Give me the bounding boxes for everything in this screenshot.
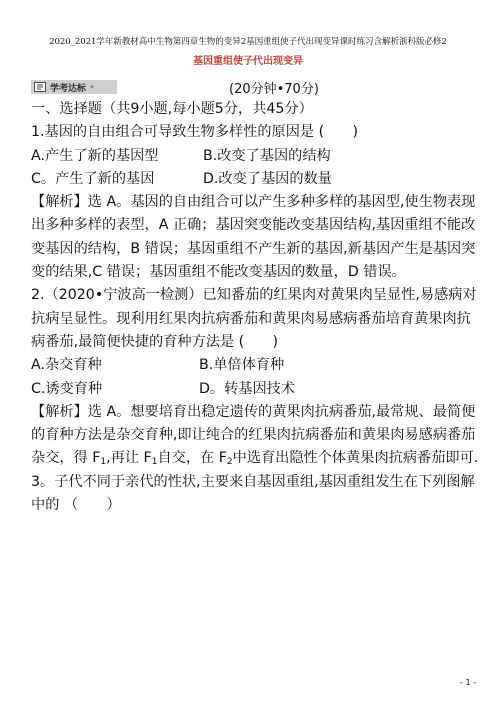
- document-header: 2020_2021学年新教材高中生物第四章生物的变异2基因重组使子代出现变异课时练习含解析浙科版必修2: [49, 37, 447, 47]
- q2-analysis-part3: 自交，在 F: [157, 450, 227, 467]
- q2-sub-f1: 1: [100, 457, 107, 468]
- section-heading: 一、选择题（共9小题,每小题5分，共45分）: [31, 101, 313, 117]
- q1-option-b: B.改变了基因的结构: [203, 147, 331, 164]
- page-number: - 1 -: [460, 678, 476, 687]
- q2-option-a: A.杂交育种: [31, 357, 102, 374]
- section-title: 基因重组使子代出现变异: [193, 56, 303, 67]
- q2-options-row1: [31, 354, 479, 377]
- question-content: [31, 98, 479, 517]
- q2-analysis-part2: ,再让 F: [106, 450, 152, 467]
- double-chevron-icon: »: [90, 83, 95, 91]
- q1-option-d: D.改变了基因的数量: [203, 170, 332, 187]
- goal-label: 学考达标: [50, 83, 87, 94]
- q3-stem: 3。子代不同于亲代的性状,主要来自基因重组,基因重组发生在下列图解中的 （ ）: [31, 473, 475, 514]
- q1-options-row2: [31, 168, 479, 191]
- q1-stem: 1.基因的自由组合可导致生物多样性的原因是 ( ): [31, 124, 359, 141]
- q2-option-b: B.单倍体育种: [199, 357, 285, 374]
- q2-analysis: [31, 401, 479, 471]
- q2-stem: 2.（2020•宁波高一检测）已知番茄的红果肉对黄果肉呈显性,易感病对抗病呈显性。现利用红果肉抗病番茄和黄果肉易感病番茄培育黄果肉抗病番茄,最简便快捷的育种方法是 ( ): [31, 287, 477, 350]
- goal-banner: [31, 80, 117, 94]
- q2-sub-f2: 2: [226, 457, 233, 468]
- q1-analysis: 【解析】选 A。基因的自由组合可以产生多种多样的基因型,使生物表现出多种多样的表型，A 正确；基因突变能改变基因结构,基因重组不能改变基因的结构，B 错误；基因重组不产生新的基因,新基因产生是基因突变的结果,C 错误；基因重组不能改变基因的数量，D 错误。: [31, 194, 476, 281]
- q2-option-c: C.诱变育种: [31, 380, 103, 397]
- book-icon: [34, 82, 46, 92]
- q1-option-c: C。产生了新的基因: [31, 170, 155, 187]
- time-score: (20分钟•70分): [229, 82, 319, 97]
- q2-sub-f1-second: 1: [151, 457, 158, 468]
- q2-option-d: D。转基因技术: [199, 380, 296, 397]
- q2-options-row2: [31, 378, 479, 401]
- q1-option-a: A.产生了新的基因型: [31, 147, 159, 164]
- q2-analysis-part4: 中选育出隐性个体黄果肉抗病番茄即可.: [232, 450, 479, 467]
- q1-options-row1: [31, 145, 479, 168]
- q2-analysis-part1: 【解析】选 A。想要培育出稳定遗传的黄果肉抗病番茄,最常规、最简便的育种方法是杂交育种,即让纯合的红果肉抗病番茄和黄果肉易感病番茄杂交，得 F: [31, 403, 476, 467]
